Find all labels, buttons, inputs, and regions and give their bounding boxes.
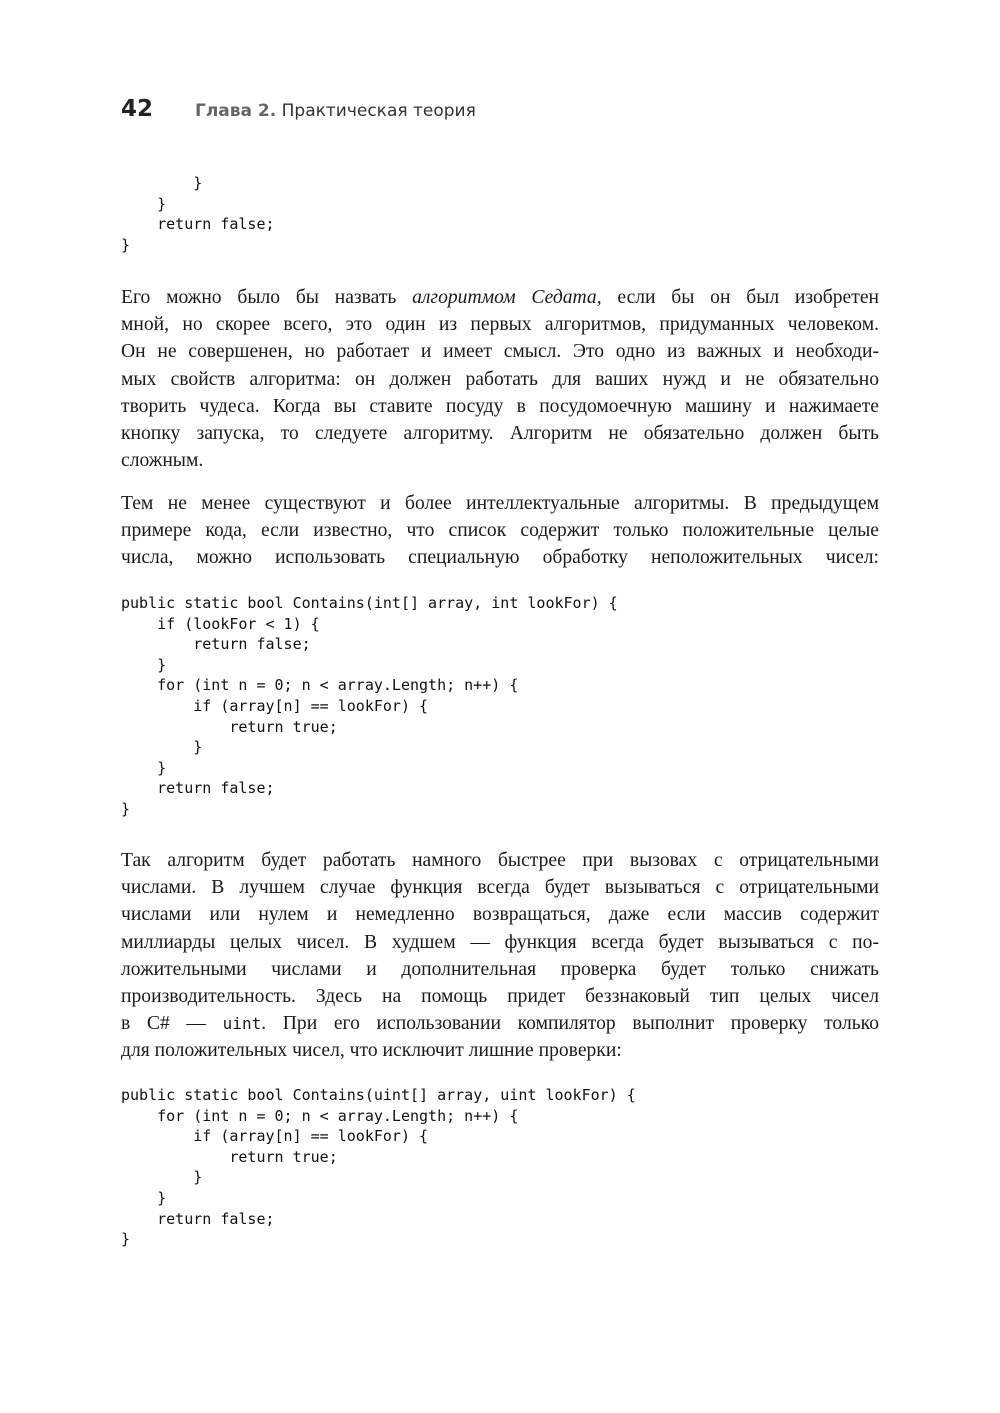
code-line: if (lookFor < 1) { [121,614,320,633]
paragraph-line: производительность. Здесь на помощь придет беззнаковый тип целых чисел [121,986,879,1008]
paragraph-3 [121,847,879,1065]
paragraph-line: Тем не менее существуют и более интеллектуальные алгоритмы. В предыдущем [121,493,879,514]
chapter-title: Практическая теория [281,101,476,121]
paragraph-line: творить чудеса. Когда вы ставите посуду в посудомоечную машину и нажимаете [121,395,879,417]
code-line: } [121,235,131,254]
code-line: } [121,1168,203,1187]
text-run: . При его использовании компилятор выполнит проверку только [261,1013,879,1035]
code-line: return false; [121,779,275,798]
page-number: 42 [121,96,154,122]
code-line: } [121,758,167,777]
paragraph-line: для положительных чисел, что исключит лишние проверки: [121,1040,622,1062]
paragraph-line [121,1010,879,1037]
code-line: } [121,174,203,192]
code-line: for (int n = 0; n < array.Length; n++) { [121,676,519,695]
code-block-1 [121,173,275,255]
paragraph-1 [121,284,879,474]
paragraph-line: мых свойств алгоритма: он должен работать для ваших нужд и не обязательно [121,368,879,390]
paragraph-line: примере кода, если известно, что список содержит только положительные целые [121,520,879,542]
code-line: for (int n = 0; n < array.Length; n++) { [121,1106,519,1125]
paragraph-line [121,284,879,311]
italic-term: алгоритмом Седата [412,287,597,308]
paragraph-line: кнопку запуска, то следуете алгоритму. Алгоритм не обязательно должен быть [121,423,879,445]
code-line: } [121,1188,167,1207]
code-line: return false; [121,1209,275,1228]
code-block-2 [121,593,618,820]
code-line: if (array[n] == lookFor) { [121,1127,429,1146]
code-line: return false; [121,635,311,654]
code-line: public static bool Contains(uint[] array, uint lookFor) { [121,1086,636,1104]
paragraph-line: Он не совершенен, но работает и имеет смысл. Это одно из важных и необходи- [121,341,879,363]
code-line: } [121,799,131,818]
code-line: } [121,655,167,674]
inline-code: uint [222,1014,262,1034]
paragraph-line: сложным. [121,450,204,472]
page-header [121,96,476,122]
code-line: } [121,738,203,757]
paragraph-line: мной, но скорее всего, это один из первых алгоритмов, придуманных человеком. [121,314,879,336]
code-line: } [121,1230,131,1249]
paragraph-line: числа, можно использовать специальную обработку неположительных чисел: [121,547,879,569]
paragraph-line: миллиарды целых чисел. В худшем — функция всегда будет вызываться с по- [121,931,879,953]
paragraph-line: ложительными числами и дополнительная проверка будет только снижать [121,958,879,980]
paragraph-line: Так алгоритм будет работать намного быстрее при вызовах с отрицательными [121,850,879,871]
chapter-label: Глава 2. [195,101,277,121]
code-line: return true; [121,717,338,736]
text-run: , если бы он был изобретен [596,287,880,308]
paragraph-line: числами. В лучшем случае функция всегда будет вызываться с отрицательными [121,877,879,899]
code-line: public static bool Contains(int[] array, int lookFor) { [121,594,618,612]
code-line: return false; [121,215,275,234]
text-run: Его можно было бы назвать [121,287,413,308]
paragraph-2 [121,490,879,572]
code-line: if (array[n] == lookFor) { [121,696,429,715]
code-line: return true; [121,1147,338,1166]
code-line: } [121,194,167,213]
text-run: в C# — [121,1013,223,1035]
paragraph-line: числами или нулем и немедленно возвращаться, даже если массив содержит [121,904,879,926]
running-title [195,101,476,121]
code-block-3 [121,1085,636,1250]
